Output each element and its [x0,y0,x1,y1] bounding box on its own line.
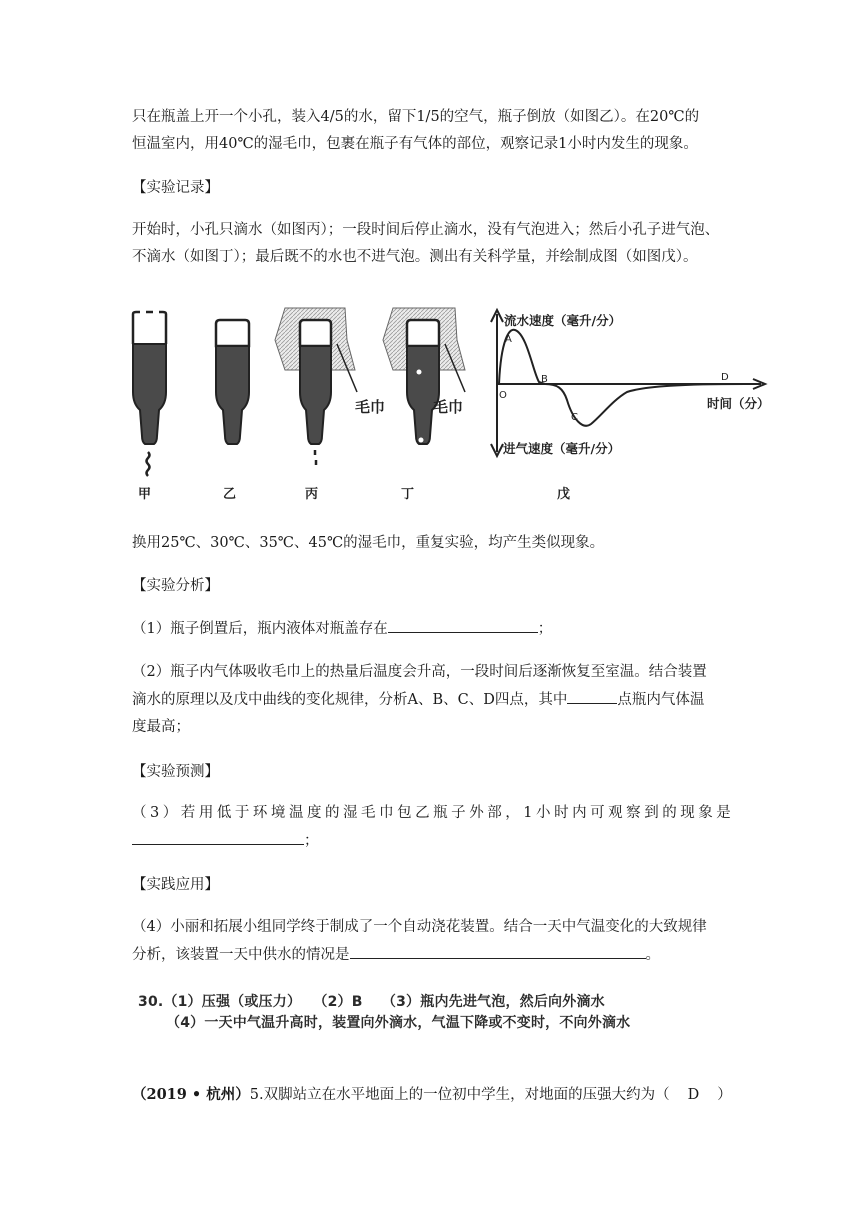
graph-point-d: D [721,372,729,383]
bottle-bing [275,308,385,465]
question-1-blank[interactable] [388,617,538,633]
graph-point-b: B [541,374,548,385]
graph-point-a: A [505,334,512,345]
record-line-1: 开始时，小孔只滴水（如图丙）；一段时间后停止滴水，没有气泡进入；然后小孔子进气泡、 [132,222,720,238]
question-5-text: 5.双脚站立在水平地面上的一位初中学生，对地面的压强大约为（ [249,1086,670,1103]
question-2-text: 滴水的原理以及戊中曲线的变化规律，分析A、B、C、D四点，其中 [132,692,568,708]
question-4-blank[interactable] [350,943,646,959]
question-3-text: （3）若用低于环境温度的湿毛巾包乙瓶子外部，1小时内可观察到的现象是 [132,805,732,821]
graph-y-up-label: 流水速度（毫升/分） [504,313,622,328]
answer-line-1: 30.（1）压强（或压力） （2）B （3）瓶内先进气泡，然后向外滴水 [138,994,605,1010]
experiment-figure [125,300,775,510]
question-5-source: （2019 • 杭州） [132,1085,250,1103]
bottle-jia [133,312,166,476]
question-5-end: ） [717,1086,732,1103]
repeat-text: 换用25℃、30℃、35℃、45℃的湿毛巾，重复实验，均产生类似现象。 [132,535,605,551]
graph-y-down-label: 进气速度（毫升/分） [503,441,621,456]
question-1 [132,616,732,643]
bottle-ding [383,308,465,444]
label-bing: 丙 [305,487,319,502]
question-2-blank[interactable] [567,688,617,704]
question-2-line-1: （2）瓶子内气体吸收毛巾上的热量后温度会升高，一段时间后逐渐恢复至室温。结合装置 [132,664,707,680]
question-5-choice: D [687,1086,700,1103]
section-practice-heading: 【实践应用】 [132,877,219,893]
graph-point-c: C [571,412,578,423]
bottle-yi [216,320,249,444]
section-record-heading: 【实验记录】 [132,180,219,196]
towel-label-bing: 毛巾 [355,398,386,416]
section-analysis-heading: 【实验分析】 [132,578,219,594]
label-ding: 丁 [401,487,415,502]
question-4-line-2 [132,942,732,969]
question-3-blank[interactable] [132,829,304,845]
answer-block [138,992,698,1034]
question-2-line-3: 度最高； [132,719,190,735]
question-4-text: 分析，该装置一天中供水的情况是 [132,947,350,963]
flow-rate-graph [491,310,770,456]
label-wu: 戊 [557,487,571,502]
graph-origin-label: O [499,390,507,401]
intro-line-2: 恒温室内，用40℃的湿毛巾，包裹在瓶子有气体的部位，观察记录1小时内发生的现象。 [132,136,698,152]
question-4-end: 。 [645,947,660,963]
question-5 [132,1083,752,1104]
graph-x-label: 时间（分） [707,396,770,411]
section-predict-heading: 【实验预测】 [132,764,219,780]
label-jia: 甲 [138,487,152,502]
answer-line-2: （4）一天中气温升高时，装置向外滴水，气温下降或不变时，不向外滴水 [166,1015,631,1031]
question-2-text-post: 点瓶内气体温 [617,692,705,708]
label-yi: 乙 [223,487,237,502]
towel-label-ding: 毛巾 [433,398,464,416]
question-1-end: ； [537,621,553,637]
question-3-answer-line [132,828,732,855]
question-4-line-1: （4）小丽和拓展小组同学终于制成了一个自动浇花装置。结合一天中气温变化的大致规律 [132,919,707,935]
intro-line-1: 只在瓶盖上开一个小孔，装入4/5的水，留下1/5的空气，瓶子倒放（如图乙）。在20℃的 [132,109,700,125]
question-1-text: （1）瓶子倒置后，瓶内液体对瓶盖存在 [132,621,388,637]
record-line-2: 不滴水（如图丁）；最后既不的水也不进气泡。测出有关科学量，并绘制成图（如图戊）。 [132,249,698,265]
question-3 [132,800,732,827]
question-2-line-2 [132,687,732,714]
question-3-end: ； [304,833,319,849]
